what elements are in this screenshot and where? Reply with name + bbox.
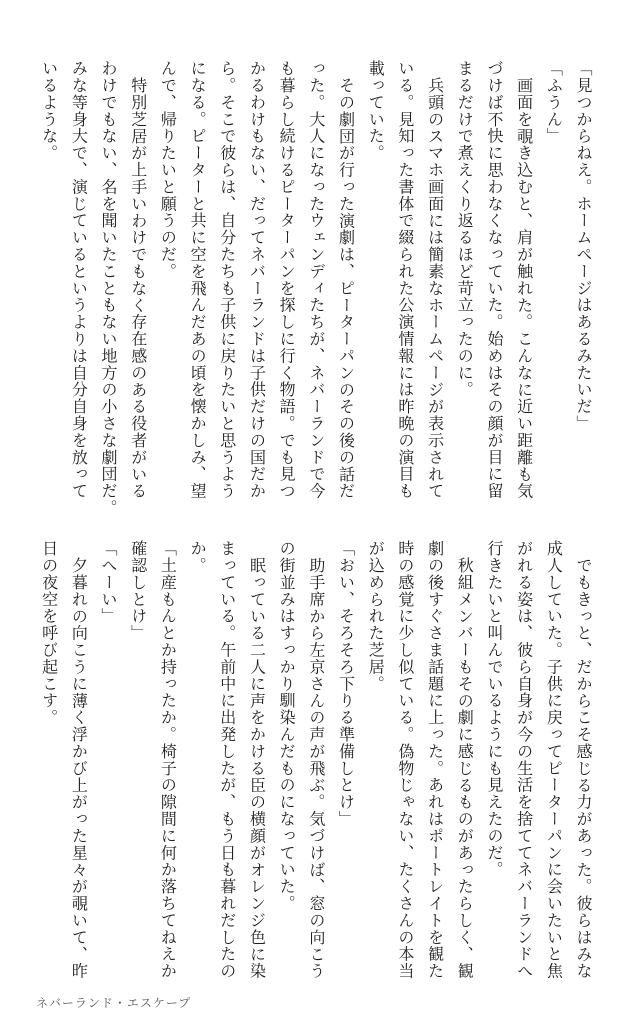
text-column: がれる姿は、彼ら自身が今の生活を捨ててネバーランドへ	[514, 540, 534, 980]
text-column: 秋組メンバーもその劇に感じるものがあったらしく、観	[455, 556, 475, 980]
text-column: が込められた芝居。	[366, 540, 386, 693]
text-column: 日の夜空を呼び起こす。	[39, 540, 59, 726]
text-column: 兵頭のスマホ画面には簡素なホームページが表示されて	[425, 76, 445, 500]
text-column: 確認しとけ」	[128, 540, 148, 642]
text-column: その劇団が行った演劇は、ピーターパンのその後の話だ	[336, 76, 356, 500]
text-column: ら。そこで彼らは、自分たちも子供に戻りたいと思うよう	[217, 60, 237, 500]
text-column: 行きたいと叫んでいるようにも見えたのだ。	[484, 540, 504, 878]
text-column: 「土産もんとか持ったか。椅子の隙間に何か落ちてねえか	[158, 540, 178, 980]
text-column: まっている。午前中に出発したが、もう日も暮れだしたの	[217, 540, 237, 980]
text-column: かるわけもない、だってネバーランドは子供だけの国だか	[247, 60, 267, 500]
text-column: いる。見知った書体で綴られた公演情報には昨晩の演目も	[395, 60, 415, 500]
text-column: か。	[188, 540, 208, 574]
text-column: 特別芝居が上手いわけでもなく存在感のある役者がいる	[128, 76, 148, 500]
text-column: 助手席から左京さんの声が飛ぶ。気づけば、窓の向こう	[306, 556, 326, 980]
text-column: 夕暮れの向こうに薄く浮かび上がった星々が覗いて、昨	[69, 556, 89, 980]
text-column: 「へーい」	[99, 540, 118, 625]
text-column: になる。ピーターと共に空を飛んだあの頃を懐かしみ、望	[188, 60, 208, 500]
text-column: わけでもない、名を聞いたこともない地方の小さな劇団だ。	[99, 60, 118, 517]
text-column: 画面を覗き込むと、肩が触れた。こんなに近い距離も気	[514, 76, 534, 500]
text-column: づけば不快に思わなくなっていた。始めはその顔が目に留	[484, 60, 504, 500]
text-column: みな等身大で、演じているというよりは自分自身を放って	[69, 60, 89, 500]
text-column: った。大人になったウェンディたちが、ネバーランドで今	[306, 60, 326, 500]
text-column: 成人していた。子供に戻ってピーターパンに会いたいと焦	[544, 540, 564, 980]
text-column: 載っていた。	[366, 60, 386, 162]
text-column: の街並みはすっかり馴染んだものになっていた。	[277, 540, 297, 912]
text-column: んで、帰りたいと願うのだ。	[158, 60, 178, 280]
running-footer-title: ネバーランド・エスケープ	[36, 996, 192, 1010]
text-column: も暮らし続けるピーターパンを探しに行く物語。でも見つ	[277, 60, 297, 500]
text-column: 「見つからねえ。ホームページはあるみたいだ」	[574, 60, 593, 432]
text-column: 時の感覚に少し似ている。偽物じゃない、たくさんの本当	[395, 540, 415, 980]
text-block-bottom	[34, 540, 598, 986]
text-column: いるような。	[39, 60, 59, 162]
text-column: でもきっと、だからこそ感じる力があった。彼らはみな	[574, 556, 593, 980]
text-column: まるだけで煮えくり返るほど苛立ったのに。	[455, 60, 475, 398]
text-column: 「おい、そろそろ下りる準備しとけ」	[336, 540, 356, 828]
text-block-top	[34, 60, 598, 517]
text-column: 劇の後すぐさま話題に上った。あれはポートレイトを観た	[425, 540, 445, 980]
text-column: 「ふうん」	[544, 60, 564, 145]
text-column: 眠っている二人に声をかける臣の横顔がオレンジ色に染	[247, 556, 267, 980]
